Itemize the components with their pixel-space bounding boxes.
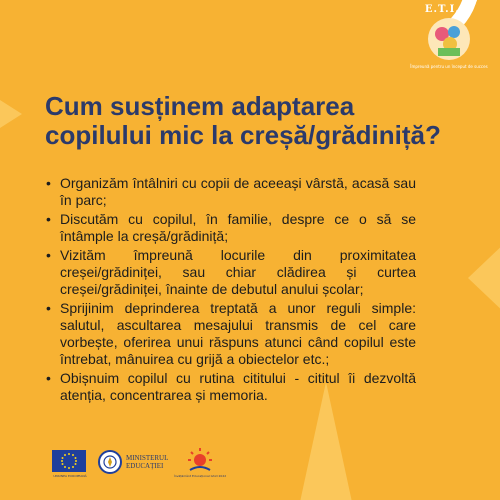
list-item: • Discutăm cu copilul, în familie, despre ce o să se întâmple la creșă/grădiniță;	[44, 211, 416, 245]
eu-caption: UNIUNEA EUROPEANĂ	[53, 474, 87, 478]
page-title: Cum susținem adaptarea copilului mic la creșă/grădiniță?	[45, 91, 441, 150]
ministry-line2: EDUCAȚIEI	[126, 462, 164, 470]
logo-title: E.T.I.C.	[424, 4, 474, 15]
list-item: • Organizăm întâlniri cu copii de aceeași vârstă, acasă sau în parc;	[44, 175, 416, 209]
logo-tagline: Împreună pentru un început de succes	[410, 64, 488, 69]
tips-list	[44, 175, 416, 406]
list-item: • Vizităm împreună locurile din proximitatea creșei/grădiniței, sau chiar clădirea și curtea creșei/grădiniței, înainte de debutul anului școlar;	[44, 247, 416, 298]
ministry-seal-icon	[98, 450, 122, 474]
eu-flag-icon	[52, 450, 86, 472]
ministry-name	[126, 454, 168, 470]
etic-logo	[404, 2, 494, 82]
decorative-triangle-right	[468, 240, 500, 316]
list-item: • Obișnuim copilul cu rutina cititului - cititul îi dezvoltă atenția, concentrarea și memoria.	[44, 370, 416, 404]
sun-caption: Învățământ Educațional Ghid 2022	[173, 474, 227, 478]
decorative-triangle-left	[0, 100, 22, 128]
ministry-line1: MINISTERUL	[126, 454, 169, 462]
list-item: • Sprijinim deprinderea treptată a unor reguli simple: salutul, ascultarea mesajului transmis de cel care vorbește, oferirea unui răspuns atunci când copilul este întrebat, mânuirea cu grijă a obiectelor etc.;	[44, 300, 416, 368]
logo-emblem-icon	[428, 18, 470, 60]
